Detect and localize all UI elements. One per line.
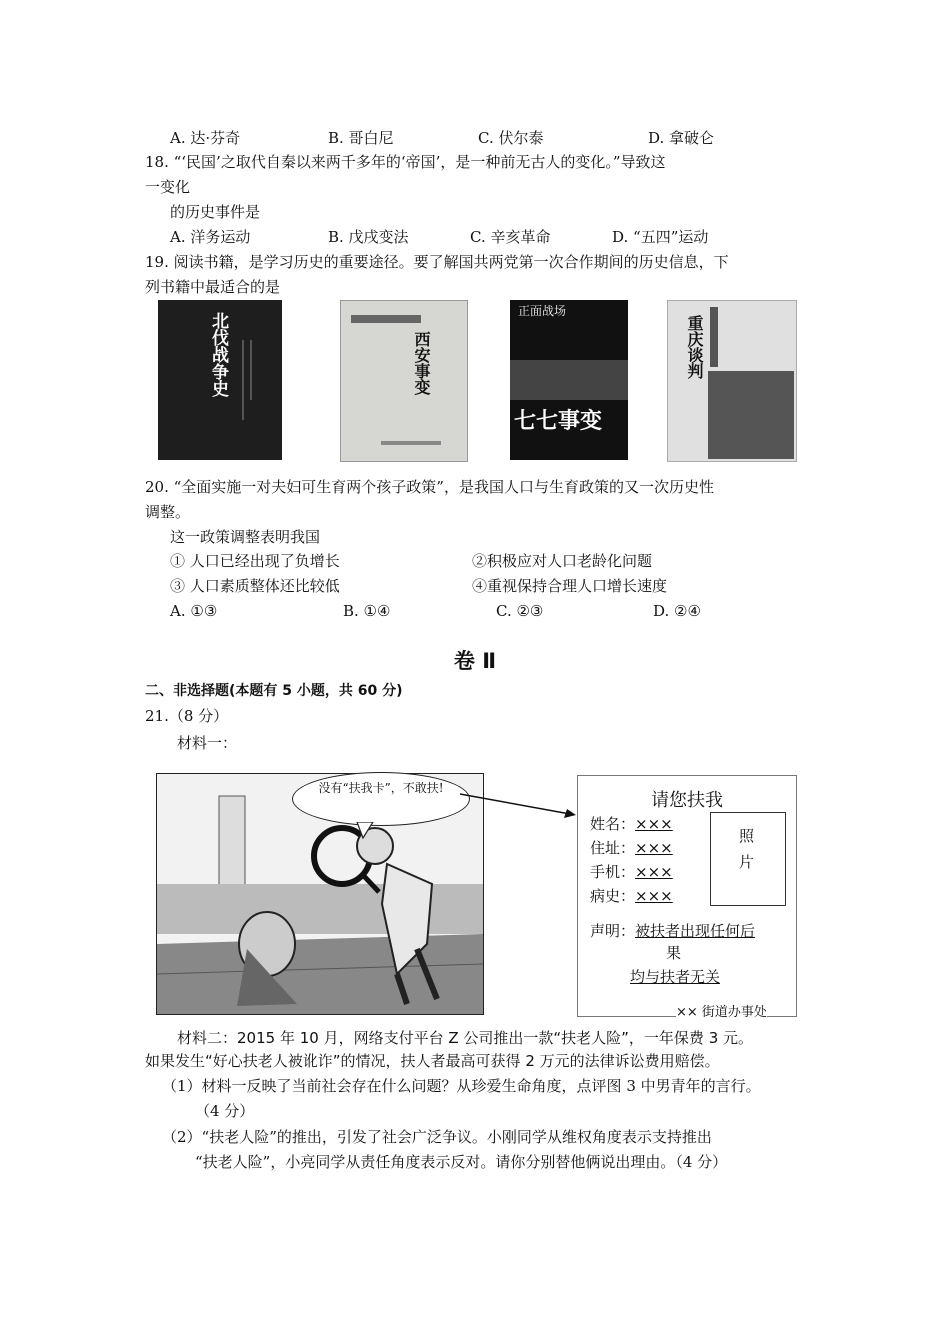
q20-item-3: ③ 人口素质整体还比较低	[170, 577, 340, 595]
q17-option-b: B. 哥白尼	[328, 129, 394, 147]
q20-option-a: A. ①③	[170, 602, 218, 620]
q20-stem-line2: 调整。	[145, 503, 191, 521]
material2-line1: 材料二：2015 年 10 月，网络支付平台 Z 公司推出一款“扶老人险”，一年保费 3 元。	[177, 1029, 754, 1047]
card-statement-line3: 均与扶者无关	[630, 968, 721, 986]
book-title-xian: 西安事变	[412, 331, 431, 395]
book-title-qiqi: 七七事变	[514, 409, 603, 434]
material2-line2: 如果发生“好心扶老人被讹诈”的情况，扶人者最高可获得 2 万元的法律诉讼费用赔偿。	[145, 1052, 720, 1070]
q21-sub2-line2: “扶老人险”，小亮同学从责任角度表示反对。请你分别替他俩说出理由。（4 分）	[195, 1153, 728, 1171]
q21-sub2-line1: （2）“扶老人险”的推出，引发了社会广泛争议。小刚同学从维权角度表示支持推出	[162, 1128, 712, 1146]
q19-stem-line2: 列书籍中最适合的是	[145, 278, 281, 296]
card-statement-line2: 果	[666, 944, 682, 962]
q20-item-4: ④重视保持合理人口增长速度	[472, 577, 668, 595]
speech-bubble-text: 没有“扶我卡”，不敢扶!	[318, 781, 444, 795]
speech-bubble	[292, 772, 470, 826]
card-fields	[590, 812, 673, 908]
q20-item-2: ②积极应对人口老龄化问题	[472, 552, 653, 570]
book-cover-xian	[340, 300, 468, 462]
q21-sub1-line2: （4 分）	[195, 1102, 255, 1120]
q20-stem-line3: 这一政策调整表明我国	[170, 528, 321, 546]
book-title-beifa: 北伐战争史	[208, 312, 228, 397]
bubble-tail-icon	[355, 822, 375, 840]
q21-header: 21.（8 分）	[145, 707, 229, 725]
q20-item-1: ① 人口已经出现了负增长	[170, 552, 340, 570]
help-card	[577, 775, 797, 1020]
q17-option-d: D. 拿破仑	[648, 129, 715, 147]
q18-stem-line1: 18. “‘民国’之取代自秦以来两千多年的‘帝国’，是一种前无古人的变化。”导致这	[145, 153, 666, 171]
card-field-phone: 手机：×××	[590, 863, 673, 881]
section-heading: 二、非选择题(本题有 5 小题，共 60 分)	[145, 683, 403, 699]
q18-option-d: D. “五四”运动	[612, 228, 709, 246]
card-field-name: 姓名：×××	[590, 815, 673, 833]
q18-option-c: C. 辛亥革命	[470, 228, 551, 246]
book-cover-chongqing	[667, 300, 797, 462]
card-issuer: ×× 街道办事处	[676, 1005, 767, 1020]
card-field-address: 住址：×××	[590, 839, 673, 857]
q17-option-a: A. 达·芬奇	[170, 129, 241, 147]
photo-label: 照片	[739, 827, 755, 871]
book-title-chongqing: 重庆谈判	[685, 315, 704, 379]
q18-stem-line2: 一变化	[145, 178, 191, 196]
q21-sub1-line1: （1）材料一反映了当前社会存在什么问题？从珍爱生命角度，点评图 3 中男青年的言行。	[162, 1077, 761, 1095]
section-title: 卷 Ⅱ	[453, 649, 497, 673]
q20-option-d: D. ②④	[653, 602, 701, 620]
material1-label: 材料一：	[177, 734, 238, 752]
book-cover-beifa	[158, 300, 282, 460]
card-title: 请您扶我	[651, 790, 723, 811]
q18-option-a: A. 洋务运动	[170, 228, 251, 246]
photo-box	[710, 812, 786, 906]
q18-stem-line3: 的历史事件是	[170, 203, 261, 221]
arrow-icon	[458, 790, 580, 820]
card-field-history: 病史：×××	[590, 887, 673, 905]
book-top-text-qiqi: 正面战场	[518, 304, 567, 318]
card-statement-line1: 声明：被扶者出现任何后	[590, 922, 756, 940]
q19-stem-line1: 19. 阅读书籍，是学习历史的重要途径。要了解国共两党第一次合作期间的历史信息，下	[145, 253, 729, 271]
q20-option-c: C. ②③	[496, 602, 544, 620]
q17-option-c: C. 伏尔泰	[478, 129, 544, 147]
book-cover-qiqi	[510, 300, 628, 460]
q20-option-b: B. ①④	[343, 602, 391, 620]
q18-option-b: B. 戊戌变法	[328, 228, 409, 246]
q20-stem-line1: 20. “全面实施一对夫妇可生育两个孩子政策”，是我国人口与生育政策的又一次历史性	[145, 478, 714, 496]
